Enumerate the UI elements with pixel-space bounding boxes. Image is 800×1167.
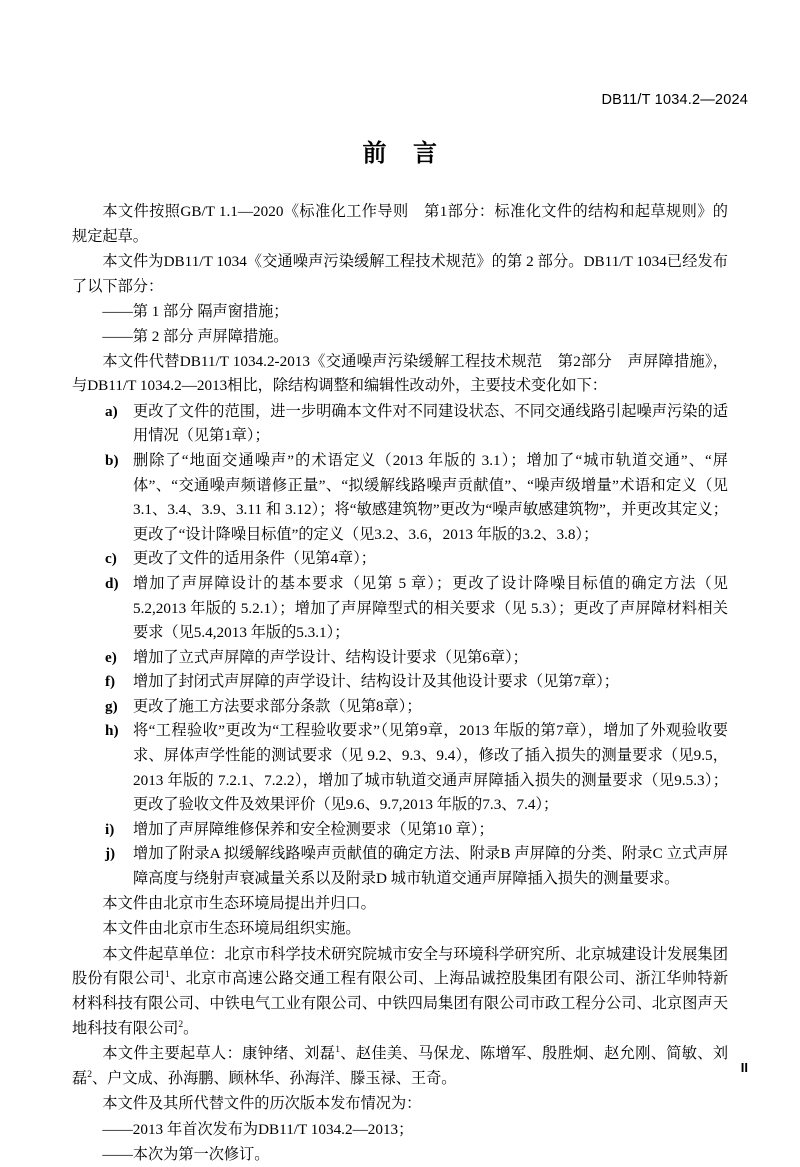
change-marker-g: g) — [105, 697, 118, 715]
paragraph-supersedes: 本文件代替DB11/T 1034.2-2013《交通噪声污染缓解工程技术规范 第2部分 声屏障措施》，与DB11/T 1034.2—2013相比，除结构调整和编辑性改动外，主要技术变化如下： — [72, 352, 728, 395]
version-history-2: ——本次为第一次修订。 — [102, 1145, 270, 1163]
drafting-units-footnote-2: 2 — [178, 1019, 184, 1030]
change-text-c: 更改了文件的适用条件（见第4章）； — [133, 550, 376, 568]
change-text-j: 增加了附录A 拟缓解线路噪声贡献值的确定方法、附录B 声屏障的分类、附录C 立式声屏障高度与绕射声衰减量关系以及附录D 城市轨道交通声屏障插入损失的测量要求。 — [133, 845, 728, 888]
drafters-prefix: 本文件主要起草人：康钟绪、刘磊 — [102, 1045, 336, 1063]
change-marker-i: i) — [105, 820, 115, 838]
document-body — [72, 200, 728, 1167]
change-item-c — [72, 547, 728, 572]
change-text-h: 将“工程验收”更改为“工程验收要求”（见第9章，2013 年版的第7章），增加了外观验收要求、屏体声学性能的测试要求（见 9.2、9.3、9.4），修改了插入损失的测量要求（见9.5，2013 年版的 7.2.1、7.2.2），增加了城市轨道交通声屏障插入损失的测量要求（见9.5.3）；更改了验收文件及效果评价（见9.6、9.7,2013 年版的7.3、7.4）； — [133, 722, 728, 814]
paragraph-proposer: 本文件由北京市生态环境局提出并归口。 — [102, 894, 376, 912]
drafters-footnote-2: 2 — [87, 1069, 92, 1080]
change-item-j — [72, 842, 728, 891]
paragraph-implementer: 本文件由北京市生态环境局组织实施。 — [102, 920, 361, 938]
change-text-b: 删除了“地面交通噪声”的术语定义（2013 年版的 3.1）；增加了“城市轨道交通”、“屏体”、“交通噪声频谱修正量”、“拟缓解线路噪声贡献值”、“噪声级增量”术语和定义（见 3.1、3.4、3.9、3.11 和 3.12）；将“敏感建筑物”更改为“噪声敏感建筑物”，并更改其定义；更改了“设计降噪目标值”的定义（见3.2、3.6，2013 年版的3.2、3.8）； — [133, 451, 728, 543]
change-item-a — [72, 400, 728, 449]
change-text-i: 增加了声屏障维修保养和安全检测要求（见第10 章）； — [133, 820, 494, 838]
page-title — [0, 133, 800, 168]
series-part-2: ——第 2 部分 声屏障措施。 — [102, 327, 289, 345]
change-marker-h: h) — [105, 722, 119, 740]
change-text-d: 增加了声屏障设计的基本要求（见第 5 章）；更改了设计降噪目标值的确定方法（见5.2,2013 年版的 5.2.1）；增加了声屏障型式的相关要求（见 5.3）；更改了声屏障材料相关要求（见5.4,2013 年版的5.3.1）； — [133, 574, 728, 642]
change-text-f: 增加了封闭式声屏障的声学设计、结构设计及其他设计要求（见第7章）； — [133, 673, 619, 691]
title-char-qian: 前 — [362, 140, 387, 167]
drafting-units-middle: 、北京市高速公路交通工程有限公司、上海品诚控股集团有限公司、浙江华帅特新材料科技有限公司、中铁电气工业有限公司、中铁四局集团有限公司市政工程分公司、北京图声天地科技有限公司 — [72, 970, 729, 1037]
drafting-units-footnote-1: 1 — [165, 970, 170, 981]
change-marker-e: e) — [105, 648, 117, 666]
title-char-yan: 言 — [413, 140, 438, 167]
change-item-g — [72, 695, 728, 720]
change-marker-c: c) — [105, 550, 117, 568]
paragraph-drafting-units — [72, 943, 728, 1041]
page-number: II — [740, 1060, 748, 1075]
change-marker-b: b) — [105, 451, 119, 469]
change-text-g: 更改了施工方法要求部分条款（见第8章）； — [133, 697, 422, 715]
change-marker-j: j) — [105, 845, 116, 863]
paragraph-drafters — [72, 1042, 728, 1091]
drafters-middle: 、赵佳美、马保龙、陈增军、殷胜炯、赵允刚、简敏、刘磊 — [72, 1045, 729, 1087]
drafters-suffix: 、户文成、孙海鹏、顾林华、孙海洋、滕玉禄、王奇。 — [91, 1069, 457, 1087]
change-item-h — [72, 719, 728, 817]
running-header-standard-code: DB11/T 1034.2—2024 — [601, 92, 748, 108]
drafting-units-prefix: 本文件起草单位：北京市科学技术研究院城市安全与环境科学研究所、北京城建设计发展集团股份有限公司 — [72, 945, 728, 988]
change-item-e — [72, 646, 728, 671]
change-item-f — [72, 670, 728, 695]
change-text-a: 更改了文件的范围，进一步明确本文件对不同建设状态、不同交通线路引起噪声污染的适用情况（见第1章）； — [133, 402, 728, 445]
drafters-footnote-1: 1 — [335, 1045, 340, 1056]
series-part-1: ——第 1 部分 隔声窗措施； — [102, 303, 289, 321]
version-history-1: ——2013 年首次发布为DB11/T 1034.2—2013； — [102, 1120, 414, 1138]
change-text-e: 增加了立式声屏障的声学设计、结构设计要求（见第6章）； — [133, 648, 528, 666]
change-item-i — [72, 818, 728, 843]
change-marker-f: f) — [105, 673, 116, 691]
paragraph-series-intro: 本文件为DB11/T 1034《交通噪声污染缓解工程技术规范》的第 2 部分。DB11/T 1034已经发布了以下部分： — [72, 253, 728, 295]
technical-changes-list — [72, 400, 728, 892]
paragraph-gbt-reference: 本文件按照GB/T 1.1—2020《标准化工作导则 第1部分：标准化文件的结构和起草规则》的规定起草。 — [72, 203, 728, 245]
paragraph-versions-intro: 本文件及其所代替文件的历次版本发布情况为： — [102, 1095, 422, 1113]
change-marker-a: a) — [105, 402, 118, 420]
change-item-b — [72, 449, 728, 547]
change-marker-d: d) — [105, 574, 119, 592]
drafting-units-suffix: 。 — [183, 1019, 199, 1037]
change-item-d — [72, 572, 728, 646]
